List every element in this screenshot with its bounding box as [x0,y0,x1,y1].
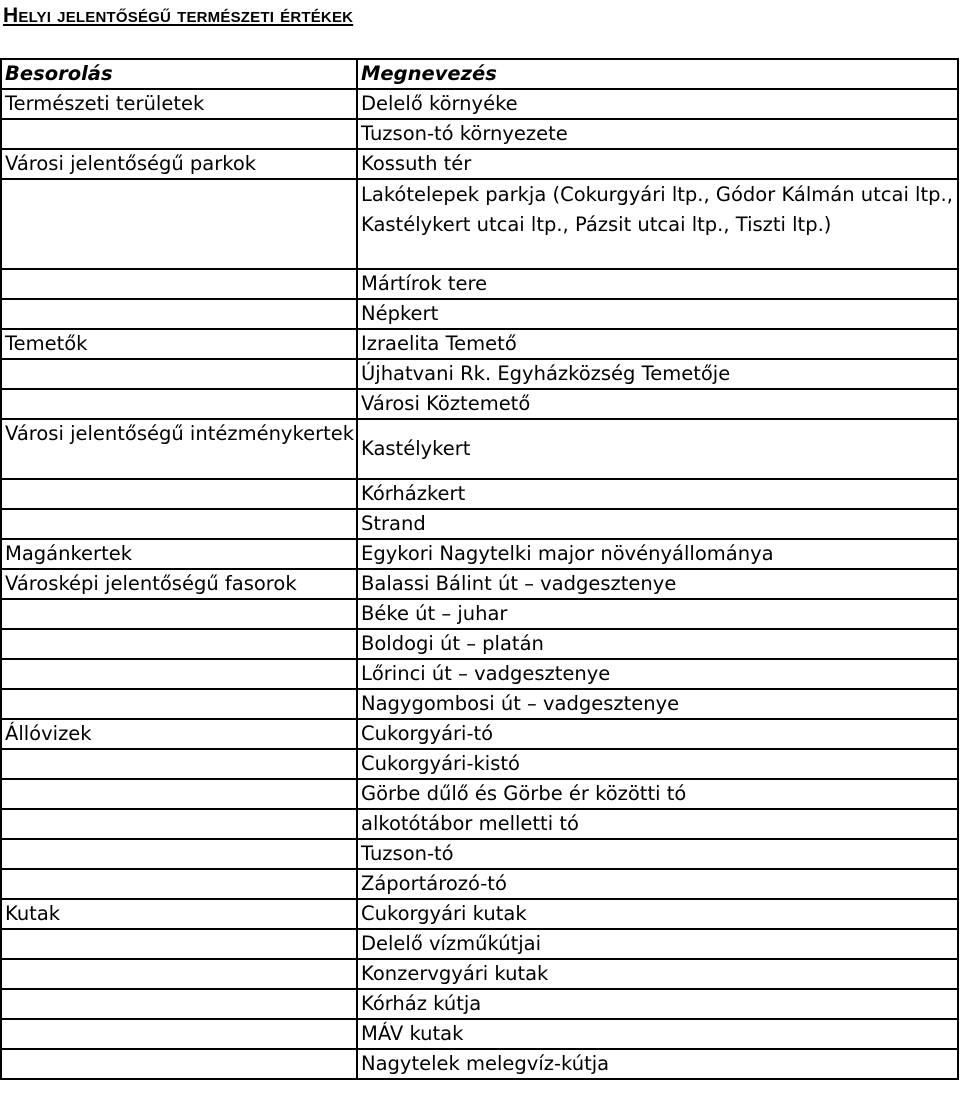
table-row [1,1019,958,1049]
category-cell [1,839,357,869]
name-cell: Konzervgyári kutak [357,959,958,989]
name-cell: Záportározó-tó [357,869,958,899]
table-row [1,719,958,749]
table-row [1,779,958,809]
category-cell [1,1019,357,1049]
category-cell: Temetők [1,329,357,359]
table-row [1,989,958,1019]
table-row [1,689,958,719]
table-row [1,179,958,269]
name-cell: Tuzson-tó [357,839,958,869]
category-cell [1,119,357,149]
name-cell: Nagygombosi út – vadgesztenye [357,689,958,719]
name-cell: Delelő vízműkútjai [357,929,958,959]
table-header-row [1,59,958,89]
name-cell: Mártírok tere [357,269,958,299]
category-cell [1,1049,357,1079]
name-cell: Lakótelepek parkja (Cokurgyári ltp., Gódor Kálmán utcai ltp., Kastélykert utcai ltp., Pázsit utcai ltp., Tiszti ltp.) [357,179,958,269]
name-cell: Strand [357,509,958,539]
category-cell [1,599,357,629]
category-cell [1,299,357,329]
category-cell [1,659,357,689]
category-cell: Magánkertek [1,539,357,569]
name-cell: Kossuth tér [357,149,958,179]
name-cell: Kastélykert [357,419,958,479]
name-cell: Városi Köztemető [357,389,958,419]
name-cell: Kórház kútja [357,989,958,1019]
table-row [1,809,958,839]
name-cell: Cukorgyári-tó [357,719,958,749]
table-row [1,839,958,869]
name-cell: Kórházkert [357,479,958,509]
category-cell: Városképi jelentőségű fasorok [1,569,357,599]
table-row [1,869,958,899]
table-row [1,569,958,599]
category-cell: Városi jelentőségű parkok [1,149,357,179]
category-cell: Természeti területek [1,89,357,119]
table-row [1,149,958,179]
table-row [1,419,958,479]
category-cell [1,269,357,299]
header-classification: Besorolás [1,59,357,89]
name-cell: Boldogi út – platán [357,629,958,659]
name-cell: Delelő környéke [357,89,958,119]
category-cell [1,509,357,539]
table-row [1,629,958,659]
category-cell [1,959,357,989]
table-row [1,389,958,419]
category-cell: Állóvizek [1,719,357,749]
table-row [1,269,958,299]
page-title: Helyi jelentőségű természeti értékek [3,4,354,27]
name-cell: Izraelita Temető [357,329,958,359]
name-cell: alkotótábor melletti tó [357,809,958,839]
category-cell [1,629,357,659]
category-cell [1,989,357,1019]
name-cell: Egykori Nagytelki major növényállománya [357,539,958,569]
table-row [1,299,958,329]
name-cell: Népkert [357,299,958,329]
category-cell [1,869,357,899]
name-cell: Cukorgyári-kistó [357,749,958,779]
category-cell [1,779,357,809]
name-cell: Tuzson-tó környezete [357,119,958,149]
table-row [1,899,958,929]
category-cell [1,359,357,389]
table-row [1,119,958,149]
table-row [1,959,958,989]
name-cell: Balassi Bálint út – vadgesztenye [357,569,958,599]
category-cell [1,809,357,839]
table-row [1,359,958,389]
table-row [1,659,958,689]
category-cell: Városi jelentőségű intézménykertek [1,419,357,479]
table-row [1,599,958,629]
table-row [1,479,958,509]
table-row [1,329,958,359]
name-cell: Nagytelek melegvíz-kútja [357,1049,958,1079]
table-row [1,929,958,959]
category-cell [1,179,357,269]
table-row [1,89,958,119]
category-cell [1,929,357,959]
table-row [1,749,958,779]
name-cell: Béke út – juhar [357,599,958,629]
category-cell [1,749,357,779]
category-cell [1,389,357,419]
name-cell: Lőrinci út – vadgesztenye [357,659,958,689]
natural-values-table [0,58,959,1080]
category-cell [1,689,357,719]
category-cell [1,479,357,509]
category-cell: Kutak [1,899,357,929]
header-name: Megnevezés [357,59,958,89]
name-cell: Újhatvani Rk. Egyházközség Temetője [357,359,958,389]
table-row [1,1049,958,1079]
name-cell: Cukorgyári kutak [357,899,958,929]
table-row [1,509,958,539]
name-cell: MÁV kutak [357,1019,958,1049]
table-row [1,539,958,569]
name-cell: Görbe dűlő és Görbe ér közötti tó [357,779,958,809]
